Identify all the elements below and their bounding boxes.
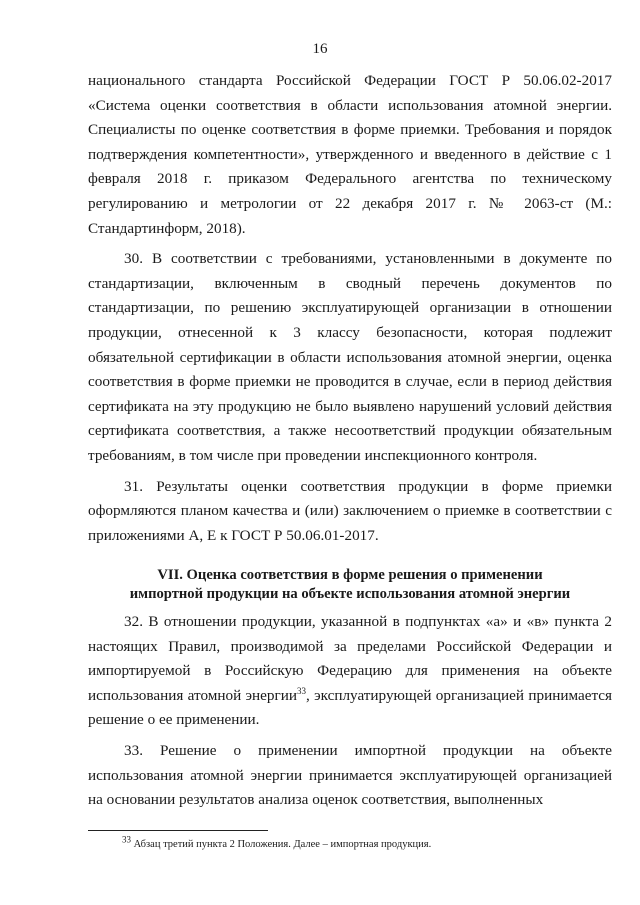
footnote xyxy=(122,834,602,851)
intro-paragraph: национального стандарта Российской Федерации ГОСТ Р 50.06.02-2017 «Система оценки соответствия в области использования атомной энергии. Специалисты по оценке соответствия в форме приемки. Требования и порядок подтверждения компетентности», утвержденного и введенного в действие с 1 февраля 2018 г. приказом Федерального агентства по техническому регулированию и метрологии от 22 декабря 2017 г. № 2063-ст (М.: Стандартинформ, 2018). xyxy=(88,72,612,237)
section-body xyxy=(88,610,612,813)
paragraph-33: 33. Решение о применении импортной продукции на объекте использования атомной энергии принимается эксплуатирующей организацией на основании результатов анализа оценок соответствия, выполненных xyxy=(88,741,612,809)
paragraph-32 xyxy=(88,610,612,733)
paragraph-30: 30. В соответствии с требованиями, установленными в документе по стандартизации, включенным в сводный перечень документов по стандартизации, по решению эксплуатирующей организации в отношении продукции, отнесенной к 3 классу безопасности, которая подлежит обязательной сертификации в области использования атомной энергии, оценка соответствия в форме приемки не проводится в случае, если в период действия сертификата на эту продукцию не было выявлено нарушений условий действия сертификата соответствия, а также несоответствий продукции обязательным требованиям, в том числе при проведении инспекционного контроля. xyxy=(88,250,612,464)
section-heading xyxy=(88,566,612,604)
section-heading-line-1: VII. Оценка соответствия в форме решения о применении xyxy=(157,567,543,583)
footnote-number: 33 xyxy=(122,834,131,845)
paragraph-32-text-end: , эксплуатирующей организацией принимается решение о ее применении. xyxy=(88,686,612,729)
footnote-divider xyxy=(88,830,268,831)
footnote-reference: 33 xyxy=(296,685,306,696)
footnote-text: Абзац третий пункта 2 Положения. Далее – импортная продукция. xyxy=(131,839,432,850)
page-number: 16 xyxy=(312,41,328,57)
intro-block xyxy=(88,69,612,548)
paragraph-32-text-start: 32. В отношении продукции, указанной в подпунктах «а» и «в» пункта 2 настоящих Правил, производимой за пределами Российской Федерации и импортируемой в Российскую Федерацию для применения на объекте использования атомной энергии xyxy=(88,613,612,704)
paragraph-31: 31. Результаты оценки соответствия продукции в форме приемки оформляются планом качества и (или) заключением о приемке в соответствии с приложениями А, Е к ГОСТ Р 50.06.01-2017. xyxy=(88,477,612,544)
section-heading-line-2: импортной продукции на объекте использования атомной энергии xyxy=(129,586,571,602)
